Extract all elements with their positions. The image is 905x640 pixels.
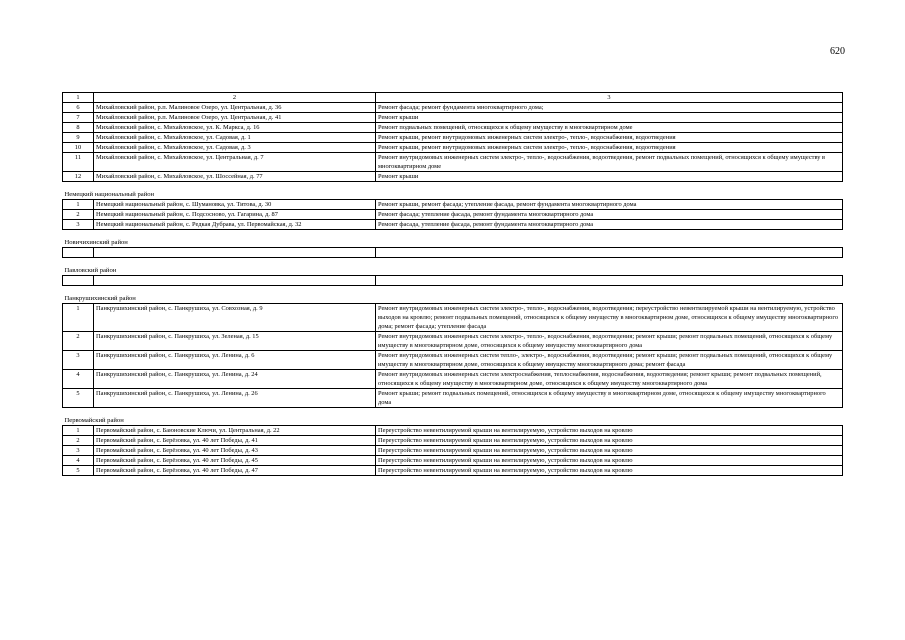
address-cell: Михайловский район, с. Михайловское, ул. Садовая, д. 3: [94, 143, 376, 153]
row-number: 11: [63, 153, 94, 172]
works-cell: Ремонт фасада; ремонт фундамента многоквартирного дома;: [376, 103, 843, 113]
table-row: [63, 446, 843, 456]
repair-program-table: [62, 92, 843, 476]
address-cell: Первомайский район, с. Баюновские Ключи, ул. Центральная, д. 22: [94, 426, 376, 436]
works-cell: Ремонт внутридомовых инженерных систем электроснабжения, теплоснабжения, водоснабжения, водоотведения; ремонт крыши; ремонт подвальных помещений, относящихся к общему имуществу в многоквартирном доме, относящихся к общему имуществу многоквартирного дома: [376, 370, 843, 389]
works-cell: Ремонт крыши: [376, 172, 843, 182]
column-number-row: [63, 93, 843, 103]
district-heading: Первомайский район: [63, 408, 843, 426]
table-row: [63, 466, 843, 476]
empty-cell: [63, 248, 94, 258]
table-row: [63, 133, 843, 143]
works-cell: Ремонт внутридомовых инженерных систем электро-, тепло-, водоснабжения, водоотведения, ремонт подвальных помещений, относящихся к общему имуществу в многоквартирном доме: [376, 153, 843, 172]
table-row: [63, 103, 843, 113]
district-heading: Немецкий национальный район: [63, 182, 843, 200]
district-heading: Павловский район: [63, 258, 843, 276]
works-cell: Ремонт крыши: [376, 113, 843, 123]
table-row: [63, 172, 843, 182]
works-cell: Переустройство невентилируемой крыши на вентилируемую, устройство выходов на кровлю: [376, 446, 843, 456]
address-cell: Михайловский район, с. Михайловское, ул. Садовая, д. 1: [94, 133, 376, 143]
row-number: 1: [63, 426, 94, 436]
table-row: [63, 304, 843, 332]
address-cell: Михайловский район, с. Михайловское, ул. Центральная, д. 7: [94, 153, 376, 172]
works-cell: Переустройство невентилируемой крыши на вентилируемую, устройство выходов на кровлю: [376, 426, 843, 436]
empty-cell: [94, 276, 376, 286]
table-row: [63, 370, 843, 389]
empty-row: [63, 248, 843, 258]
row-number: 2: [63, 210, 94, 220]
row-number: 10: [63, 143, 94, 153]
table-row: [63, 436, 843, 446]
table-row: [63, 210, 843, 220]
row-number: 3: [63, 446, 94, 456]
works-cell: Ремонт крыши; ремонт подвальных помещений, относящихся к общему имуществу в многоквартирном доме, относящихся к общему имуществу многоквартирного дома: [376, 389, 843, 408]
row-number: 4: [63, 370, 94, 389]
table-row: [63, 426, 843, 436]
address-cell: Первомайский район, с. Берёзовка, ул. 40 лет Победы, д. 41: [94, 436, 376, 446]
table-row: [63, 332, 843, 351]
empty-cell: [94, 248, 376, 258]
works-cell: Ремонт фасада; утепление фасада, ремонт фундамента многоквартирного дома: [376, 210, 843, 220]
table-row: [63, 153, 843, 172]
row-number: 4: [63, 456, 94, 466]
works-cell: Ремонт внутридомовых инженерных систем тепло-, электро-, водоснабжения, водоотведения; ремонт крыши; ремонт подвальных помещений, относящихся к общему имуществу в многоквартирном доме, относящихся к общему имуществу многоквартирного дома; ремонт фасада: [376, 351, 843, 370]
district-heading: Панкрушихинский район: [63, 286, 843, 304]
works-cell: Ремонт крыши, ремонт внутридомовых инженерных систем электро-, тепло-, водоснабжения, водоотведения: [376, 143, 843, 153]
table-row: [63, 456, 843, 466]
address-cell: Первомайский район, с. Берёзовка, ул. 40 лет Победы, д. 43: [94, 446, 376, 456]
works-cell: Переустройство невентилируемой крыши на вентилируемую, устройство выходов на кровлю: [376, 436, 843, 446]
empty-cell: [63, 276, 94, 286]
page-number: 620: [830, 46, 845, 57]
district-heading: Новичихинский район: [63, 230, 843, 248]
district-heading-row: [63, 286, 843, 304]
table-row: [63, 113, 843, 123]
row-number: 2: [63, 332, 94, 351]
empty-cell: [376, 248, 843, 258]
table-row: [63, 351, 843, 370]
row-number: 6: [63, 103, 94, 113]
works-cell: Ремонт подвальных помещений, относящихся к общему имуществу в многоквартирном доме: [376, 123, 843, 133]
works-cell: Ремонт крыши, ремонт внутридомовых инженерных систем электро-, тепло-, водоснабжения, водоотведения: [376, 133, 843, 143]
column-number: 3: [376, 93, 843, 103]
row-number: 5: [63, 466, 94, 476]
table-row: [63, 123, 843, 133]
works-cell: Ремонт внутридомовых инженерных систем электро-, тепло-, водоснабжения, водоотведения; ремонт крыши; ремонт подвальных помещений, относящихся к общему имуществу в многоквартирном доме, относящихся к общему имуществу многоквартирного дома: [376, 332, 843, 351]
table-row: [63, 143, 843, 153]
table-body: [63, 93, 843, 476]
address-cell: Михайловский район, с. Михайловское, ул. Шоссейная, д. 77: [94, 172, 376, 182]
address-cell: Панкрушихинский район, с. Панкрушиха, ул. Ленина, д. 6: [94, 351, 376, 370]
row-number: 1: [63, 304, 94, 332]
works-cell: Переустройство невентилируемой крыши на вентилируемую, устройство выходов на кровлю: [376, 466, 843, 476]
table-row: [63, 389, 843, 408]
table-row: [63, 200, 843, 210]
works-cell: Переустройство невентилируемой крыши на вентилируемую, устройство выходов на кровлю: [376, 456, 843, 466]
address-cell: Первомайский район, с. Берёзовка, ул. 40 лет Победы, д. 47: [94, 466, 376, 476]
address-cell: Михайловский район, р.п. Малиновое Озеро, ул. Центральная, д. 36: [94, 103, 376, 113]
district-heading-row: [63, 408, 843, 426]
district-heading-row: [63, 258, 843, 276]
address-cell: Немецкий национальный район, с. Подсосново, ул. Гагарина, д. 87: [94, 210, 376, 220]
address-cell: Михайловский район, р.п. Малиновое Озеро, ул. Центральная, д. 41: [94, 113, 376, 123]
row-number: 3: [63, 351, 94, 370]
address-cell: Немецкий национальный район, с. Редкая Дубрава, ул. Первомайская, д. 32: [94, 220, 376, 230]
empty-cell: [376, 276, 843, 286]
row-number: 1: [63, 200, 94, 210]
works-cell: Ремонт внутридомовых инженерных систем электро-, тепло-, водоснабжения, водоотведения; переустройство невентилируемой крыши на вентилируемую, устройство выходов на кровлю; ремонт подвальных помещений, относящихся к общему имуществу в многоквартирном доме, относящихся к общему имуществу многоквартирного дома; ремонт фасада; утепление фасада: [376, 304, 843, 332]
table-row: [63, 220, 843, 230]
row-number: 9: [63, 133, 94, 143]
address-cell: Первомайский район, с. Берёзовка, ул. 40 лет Победы, д. 45: [94, 456, 376, 466]
row-number: 7: [63, 113, 94, 123]
row-number: 5: [63, 389, 94, 408]
address-cell: Панкрушихинский район, с. Панкрушиха, ул. Совхозная, д. 9: [94, 304, 376, 332]
address-cell: Панкрушихинский район, с. Панкрушиха, ул. Зеленая, д. 15: [94, 332, 376, 351]
row-number: 8: [63, 123, 94, 133]
works-cell: Ремонт фасада, утепление фасада, ремонт фундамента многоквартирного дома: [376, 220, 843, 230]
row-number: 3: [63, 220, 94, 230]
works-cell: Ремонт крыши, ремонт фасада; утепление фасада, ремонт фундамента многоквартирного дома: [376, 200, 843, 210]
address-cell: Панкрушихинский район, с. Панкрушиха, ул. Ленина, д. 24: [94, 370, 376, 389]
district-heading-row: [63, 230, 843, 248]
address-cell: Немецкий национальный район, с. Шумановка, ул. Титова, д. 30: [94, 200, 376, 210]
row-number: 2: [63, 436, 94, 446]
address-cell: Панкрушихинский район, с. Панкрушиха, ул. Ленина, д. 26: [94, 389, 376, 408]
address-cell: Михайловский район, с. Михайловское, ул. К. Маркса, д. 16: [94, 123, 376, 133]
district-heading-row: [63, 182, 843, 200]
column-number: 2: [94, 93, 376, 103]
empty-row: [63, 276, 843, 286]
row-number: 12: [63, 172, 94, 182]
column-number: 1: [63, 93, 94, 103]
